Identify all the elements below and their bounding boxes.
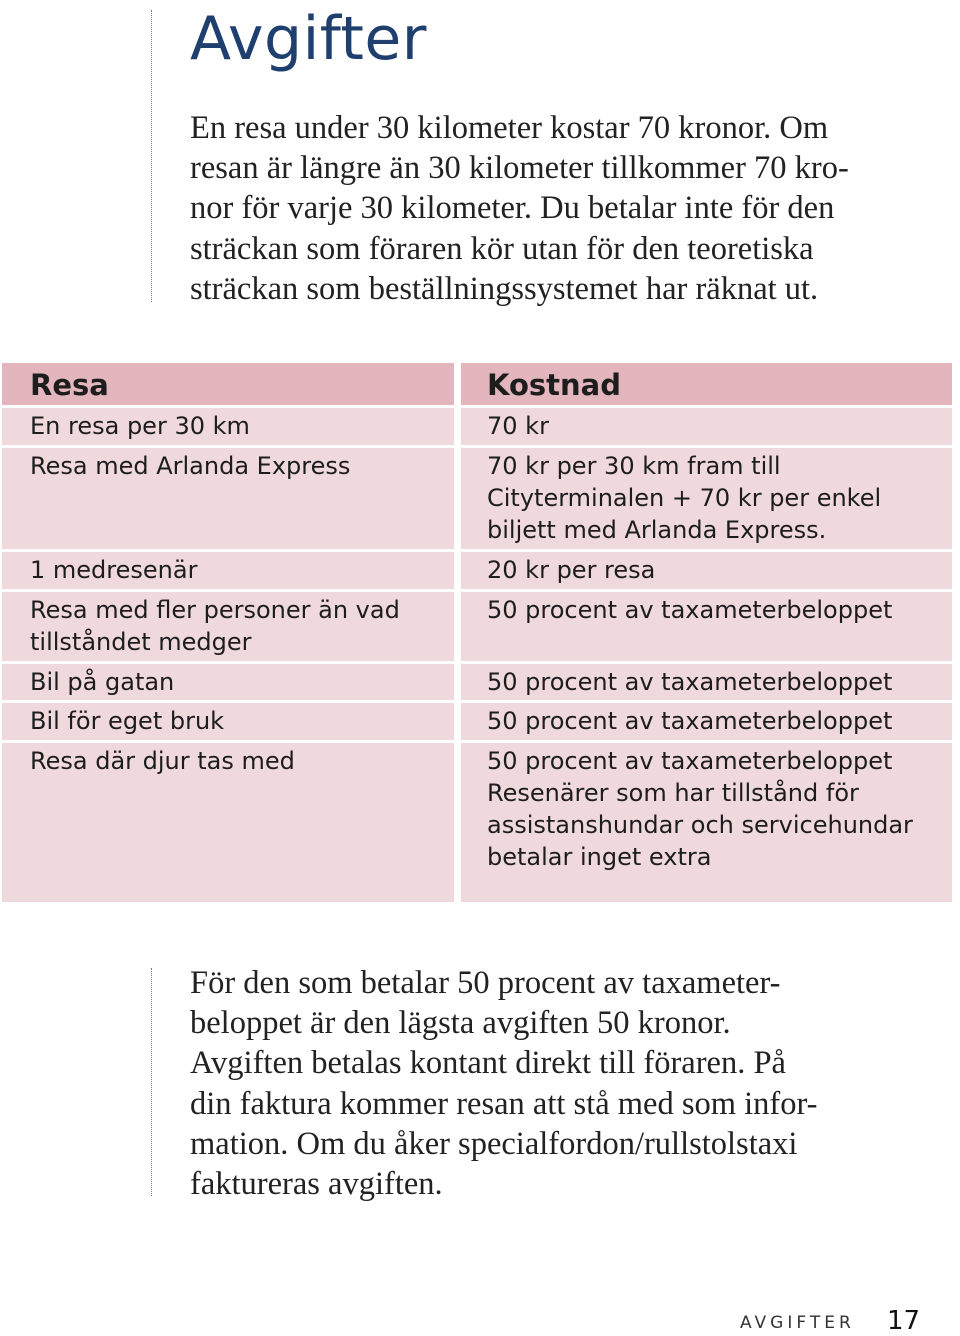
intro-line: nor för varje 30 kilometer. Du betalar inte för den	[190, 190, 835, 227]
cell-line: 1 medresenär	[30, 556, 198, 584]
page-number: 17	[887, 1306, 921, 1336]
table-cell-resa	[2, 448, 454, 549]
intro-line: sträckan som beställningssystemet har räknat ut.	[190, 270, 819, 307]
page-title: Avgifter	[190, 4, 427, 74]
margin-rule-top	[151, 10, 152, 302]
cell-line: 70 kr per 30 km fram till	[487, 452, 781, 480]
table-cell-kostnad	[461, 743, 952, 902]
outro-line: din faktura kommer resan att stå med som infor-	[190, 1085, 818, 1122]
cell-line: Resa med fler personer än vad	[30, 596, 400, 624]
table-cell-resa	[2, 743, 454, 902]
table-cell-kostnad	[461, 552, 952, 589]
outro-paragraph	[190, 963, 818, 1204]
table-cell-kostnad	[461, 408, 952, 445]
cell-line: biljett med Arlanda Express.	[487, 516, 827, 544]
outro-line: Avgiften betalas kontant direkt till föraren. På	[190, 1045, 786, 1082]
cell-line: Resa med Arlanda Express	[30, 452, 351, 480]
cell-line: tillståndet medger	[30, 628, 252, 656]
margin-rule-bottom	[151, 968, 152, 1196]
outro-line: För den som betalar 50 procent av taxameter-	[190, 965, 781, 1001]
outro-line: mation. Om du åker specialfordon/rullstolstaxi	[190, 1125, 798, 1162]
intro-line: sträckan som föraren kör utan för den teoretiska	[190, 230, 814, 267]
fee-table	[2, 363, 952, 902]
cell-line: 70 kr	[487, 412, 549, 440]
cell-line: Cityterminalen + 70 kr per enkel	[487, 484, 882, 512]
intro-paragraph	[190, 108, 849, 309]
cell-line: Bil på gatan	[30, 668, 175, 696]
table-cell-resa	[2, 664, 454, 700]
cell-line: 50 procent av taxameterbeloppet	[487, 668, 893, 696]
table-header-kostnad: Kostnad	[461, 363, 952, 405]
cell-line: Resenärer som har tillstånd för	[487, 779, 859, 807]
table-header-resa: Resa	[2, 363, 454, 405]
table-cell-resa	[2, 592, 454, 661]
table-cell-kostnad	[461, 592, 952, 661]
running-footer-section: AVGIFTER	[740, 1313, 855, 1333]
table-cell-kostnad	[461, 448, 952, 549]
table-cell-kostnad	[461, 703, 952, 740]
outro-line: beloppet är den lägsta avgiften 50 kronor.	[190, 1005, 731, 1042]
cell-line: 20 kr per resa	[487, 556, 656, 584]
table-cell-resa	[2, 552, 454, 589]
cell-line: Bil för eget bruk	[30, 707, 225, 735]
cell-line: 50 procent av taxameterbeloppet	[487, 747, 893, 775]
cell-line: 50 procent av taxameterbeloppet	[487, 596, 893, 624]
table-cell-resa	[2, 408, 454, 445]
outro-line: faktureras avgiften.	[190, 1166, 443, 1203]
table-cell-kostnad	[461, 664, 952, 700]
cell-line: En resa per 30 km	[30, 412, 250, 440]
intro-line: resan är längre än 30 kilometer tillkommer 70 kro-	[190, 150, 849, 187]
cell-line: 50 procent av taxameterbeloppet	[487, 707, 893, 735]
cell-line: Resa där djur tas med	[30, 747, 295, 775]
intro-line: En resa under 30 kilometer kostar 70 kronor. Om	[190, 110, 829, 146]
table-cell-resa	[2, 703, 454, 740]
cell-line: betalar inget extra	[487, 843, 712, 871]
cell-line: assistanshundar och servicehundar	[487, 811, 913, 839]
